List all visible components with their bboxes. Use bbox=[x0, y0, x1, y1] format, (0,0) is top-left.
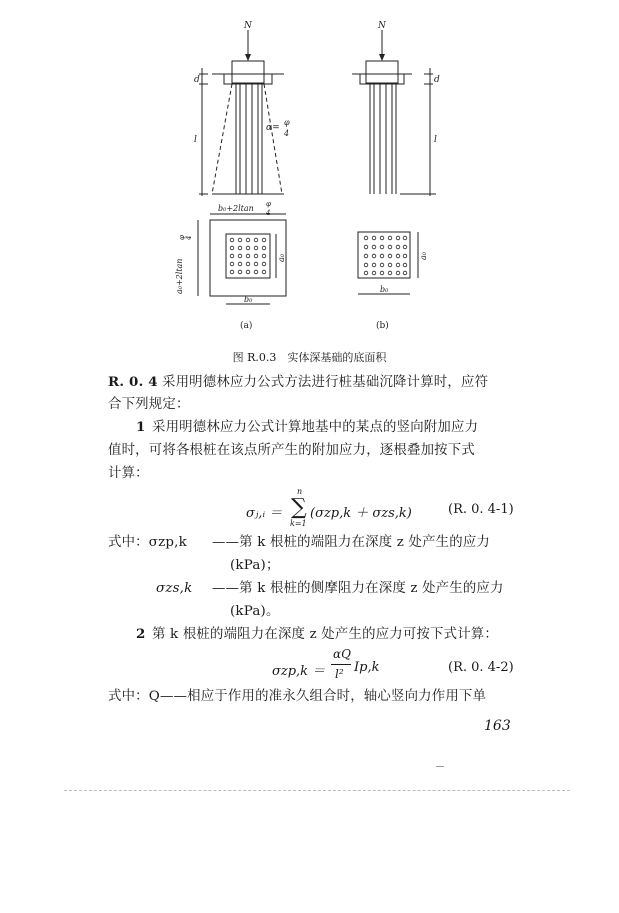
figure-drawing bbox=[160, 18, 460, 348]
pile-dots-a bbox=[230, 238, 266, 274]
eq2-fraction-bar bbox=[331, 664, 351, 665]
where2-text: 式中：Q——相应于作用的准永久组合时，轴心竖向力作用下单 bbox=[108, 689, 487, 704]
label-n-b: N bbox=[378, 21, 386, 31]
item1-line2: 值时，可将各根桩在该点所产生的附加应力，逐根叠加按下式 bbox=[108, 443, 475, 458]
label-n-a: N bbox=[244, 21, 252, 31]
item1-line3: 计算： bbox=[108, 466, 149, 481]
label-a: (a) bbox=[240, 321, 253, 331]
arrowhead-b bbox=[379, 54, 385, 61]
spread-line-right bbox=[264, 84, 282, 194]
where1-def2a: ——第 k 根桩的侧摩阻力在深度 z 处产生的应力 bbox=[212, 581, 504, 596]
where1-sym2: σzs,k bbox=[156, 581, 193, 596]
section-number: R. 0. 4 bbox=[108, 374, 158, 390]
eq1-number: (R. 0. 4-1) bbox=[448, 502, 514, 517]
pile-cap-a bbox=[232, 61, 264, 83]
label-a0-tan: a₀+2ltan bbox=[175, 258, 184, 294]
eq2-number: (R. 0. 4-2) bbox=[448, 660, 514, 675]
label-b: (b) bbox=[376, 321, 389, 331]
eq1-rhs: (σzp,k ＋ σzs,k) bbox=[310, 506, 412, 521]
where1-def1a: ——第 k 根桩的端阻力在深度 z 处产生的应力 bbox=[212, 535, 491, 550]
eq2-numerator: αQ bbox=[333, 647, 351, 661]
label-b0-a: b₀ bbox=[244, 295, 253, 304]
scan-mark bbox=[436, 766, 444, 767]
plan-inner-a bbox=[226, 234, 270, 278]
label-l-b: l bbox=[434, 135, 437, 145]
label-a0-phi: φ bbox=[178, 235, 186, 240]
figure-caption: 图 R.0.3 实体深基础的底面积 bbox=[232, 351, 387, 364]
label-d-a: d bbox=[194, 75, 200, 85]
label-b0-four: 4 bbox=[266, 209, 271, 217]
label-a0-four: 4 bbox=[185, 235, 193, 240]
item2-number: 2 bbox=[136, 626, 146, 642]
where1-def1b: (kPa)； bbox=[230, 558, 280, 573]
section-line2: 合下列规定： bbox=[108, 397, 190, 412]
item1-number: 1 bbox=[136, 419, 146, 435]
label-b0-b: b₀ bbox=[380, 285, 389, 294]
item1-line1: 采用明德林应力公式计算地基中的某点的竖向附加应力 bbox=[152, 420, 479, 435]
eq1-upper: n bbox=[297, 487, 303, 496]
eq2-rhs: Ip,k bbox=[354, 660, 380, 675]
eq1-lhs: σⱼ,ᵢ ＝ bbox=[246, 506, 283, 521]
label-b0-phi: φ bbox=[266, 200, 271, 208]
eq2-lhs: σzp,k ＝ bbox=[272, 664, 326, 679]
eq1-lower: k=1 bbox=[290, 519, 307, 528]
section-line1: 采用明德林应力公式方法进行桩基础沉降计算时，应符 bbox=[162, 375, 489, 390]
pile-dots-b bbox=[364, 236, 407, 275]
figure-pile-foundation bbox=[160, 18, 460, 348]
label-d-b: d bbox=[434, 75, 440, 85]
arrowhead-a bbox=[245, 54, 251, 61]
pile-cap-b bbox=[366, 61, 398, 83]
label-a0-a: a₀ bbox=[277, 254, 286, 262]
eq1-sigma: ∑ bbox=[291, 495, 307, 520]
where1-lead: 式中：σzp,k bbox=[108, 535, 187, 550]
eq2-denominator: l² bbox=[335, 667, 344, 681]
label-b0-tan: b₀+2ltan bbox=[218, 204, 254, 213]
label-alpha-phi: φ bbox=[284, 118, 290, 127]
spread-line-left bbox=[212, 84, 232, 194]
scan-edge-line bbox=[64, 790, 570, 791]
page-number: 163 bbox=[484, 718, 511, 734]
item2-text: 第 k 根桩的端阻力在深度 z 处产生的应力可按下式计算： bbox=[152, 627, 498, 642]
label-l-a: l bbox=[194, 135, 197, 145]
label-a0-b: a₀ bbox=[419, 252, 428, 260]
where1-def2b: (kPa)。 bbox=[230, 604, 280, 619]
label-alpha-four: 4 bbox=[284, 129, 290, 138]
label-alpha: α= bbox=[266, 123, 280, 133]
